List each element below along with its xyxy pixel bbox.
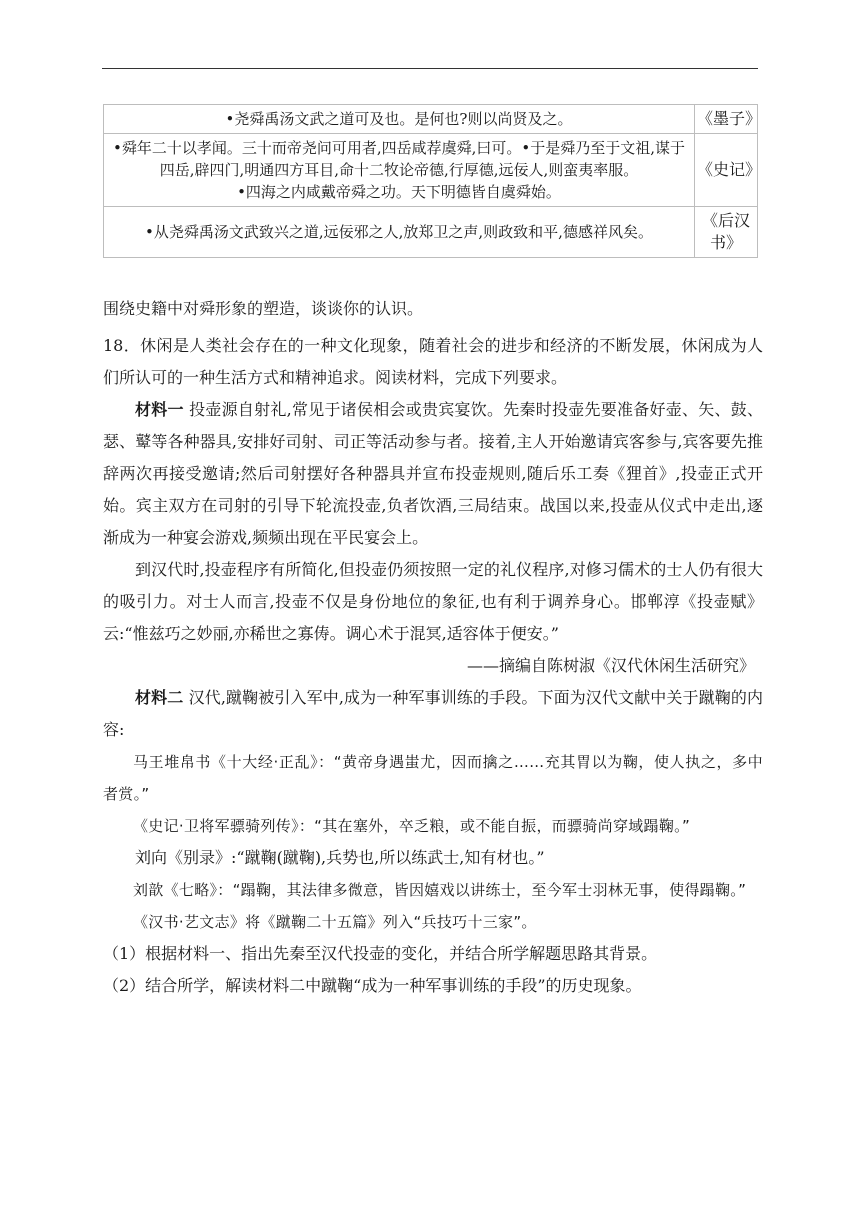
quote-text: •从尧舜禹汤文武致兴之道,远佞邪之人,放郑卫之声,则政致和平,德感祥风矣。	[145, 223, 653, 241]
source-cell: 《后汉书》	[695, 207, 758, 258]
header-rule	[102, 68, 758, 69]
material-2-item: 马王堆帛书《十大经·正乱》：“黄帝身遇蚩尤，因而擒之……充其胃以为鞠，使人执之，多中者赏。”	[103, 753, 763, 803]
source-cell: 《史记》	[695, 134, 758, 207]
material-2-label: 材料二	[135, 688, 184, 707]
material-2-intro: 汉代,蹴鞠被引入军中,成为一种军事训练的手段。下面为汉代文献中关于蹴鞠的内容:	[103, 688, 763, 739]
material-1-text: 投壶源自射礼,常见于诸侯相会或贵宾宴饮。先秦时投壶先要准备好壶、矢、鼓、瑟、鼙等各种器具,安排好司射、司正等活动参与者。接着,主人开始邀请宾客参与,宾客要先推辞两次再接受邀请;然后司射摆好各种器具并宣布投壶规则,随后乐工奏《狸首》,投壶正式开始。宾主双方在司射的引导下轮流投壶,负者饮酒,三局结束。战国以来,投壶从仪式中走出,逐渐成为一种宴会游戏,频频出现在平民宴会上。	[103, 400, 763, 547]
table-row	[104, 105, 758, 134]
material-1-source: ——摘编自陈树淑《汉代休闲生活研究》	[466, 656, 755, 675]
material-2-paragraph	[103, 682, 763, 746]
material-2-item: 刘歆《七略》：“蹋鞠，其法律多微意，皆因嬉戏以讲练士，至今军士羽林无事，使得蹋鞠。”	[133, 881, 747, 899]
question-18-intro: 18．休闲是人类社会存在的一种文化现象，随着社会的进步和经济的不断发展，休闲成为人们所认可的一种生活方式和精神追求。阅读材料，完成下列要求。	[103, 336, 763, 387]
source-cell: 《墨子》	[695, 105, 758, 134]
material-2-item: 《汉书·艺文志》将《蹴鞠二十五篇》列入“兵技巧十三家”。	[133, 913, 537, 931]
quote-text: •四海之内咸戴帝舜之功。天下明德皆自虞舜始。	[237, 183, 561, 201]
material-1-paragraph-2: 到汉代时,投壶程序有所简化,但投壶仍须按照一定的礼仪程序,对修习儒术的士人仍有很大的吸引力。对士人而言,投壶不仅是身份地位的象征,也有利于调养身心。邯郸淳《投壶赋》云:“惟兹巧之妙丽,亦稀世之寡俦。调心术于混冥,适容体于便安。”	[103, 560, 763, 643]
question-17-prompt: 围绕史籍中对舜形象的塑造，谈谈你的认识。	[103, 299, 424, 318]
table-row	[104, 134, 758, 207]
quote-cell	[104, 134, 695, 207]
source-table	[103, 104, 762, 258]
material-2-item: 刘向《别录》:“蹴鞠(蹴鞠),兵势也,所以练武士,知有材也。”	[135, 848, 545, 867]
question-18	[103, 330, 763, 1002]
sub-question-2: （2）结合所学，解读材料二中蹴鞠“成为一种军事训练的手段”的历史现象。	[103, 976, 642, 995]
material-1-label: 材料一	[135, 400, 184, 419]
sub-question-1: （1）根据材料一、指出先秦至汉代投壶的变化，并结合所学解题思路其背景。	[103, 944, 658, 963]
material-2-item: 《史记·卫将军骠骑列传》：“其在塞外，卒乏粮，或不能自振，而骠骑尚穿域蹋鞠。”	[133, 817, 691, 835]
quote-text: •尧舜禹汤文武之道可及也。是何也?则以尚贤及之。	[225, 110, 573, 128]
quote-cell	[104, 207, 695, 258]
quote-text: •舜年二十以孝闻。三十而帝尧问可用者,四岳咸荐虞舜,曰可。•于是舜乃至于文祖,谋于四岳,辟四门,明通四方耳目,命十二牧论帝德,行厚德,远佞人,则蛮夷率服。	[112, 139, 685, 179]
table-row	[104, 207, 758, 258]
quote-cell	[104, 105, 695, 134]
material-1-paragraph	[103, 394, 763, 554]
